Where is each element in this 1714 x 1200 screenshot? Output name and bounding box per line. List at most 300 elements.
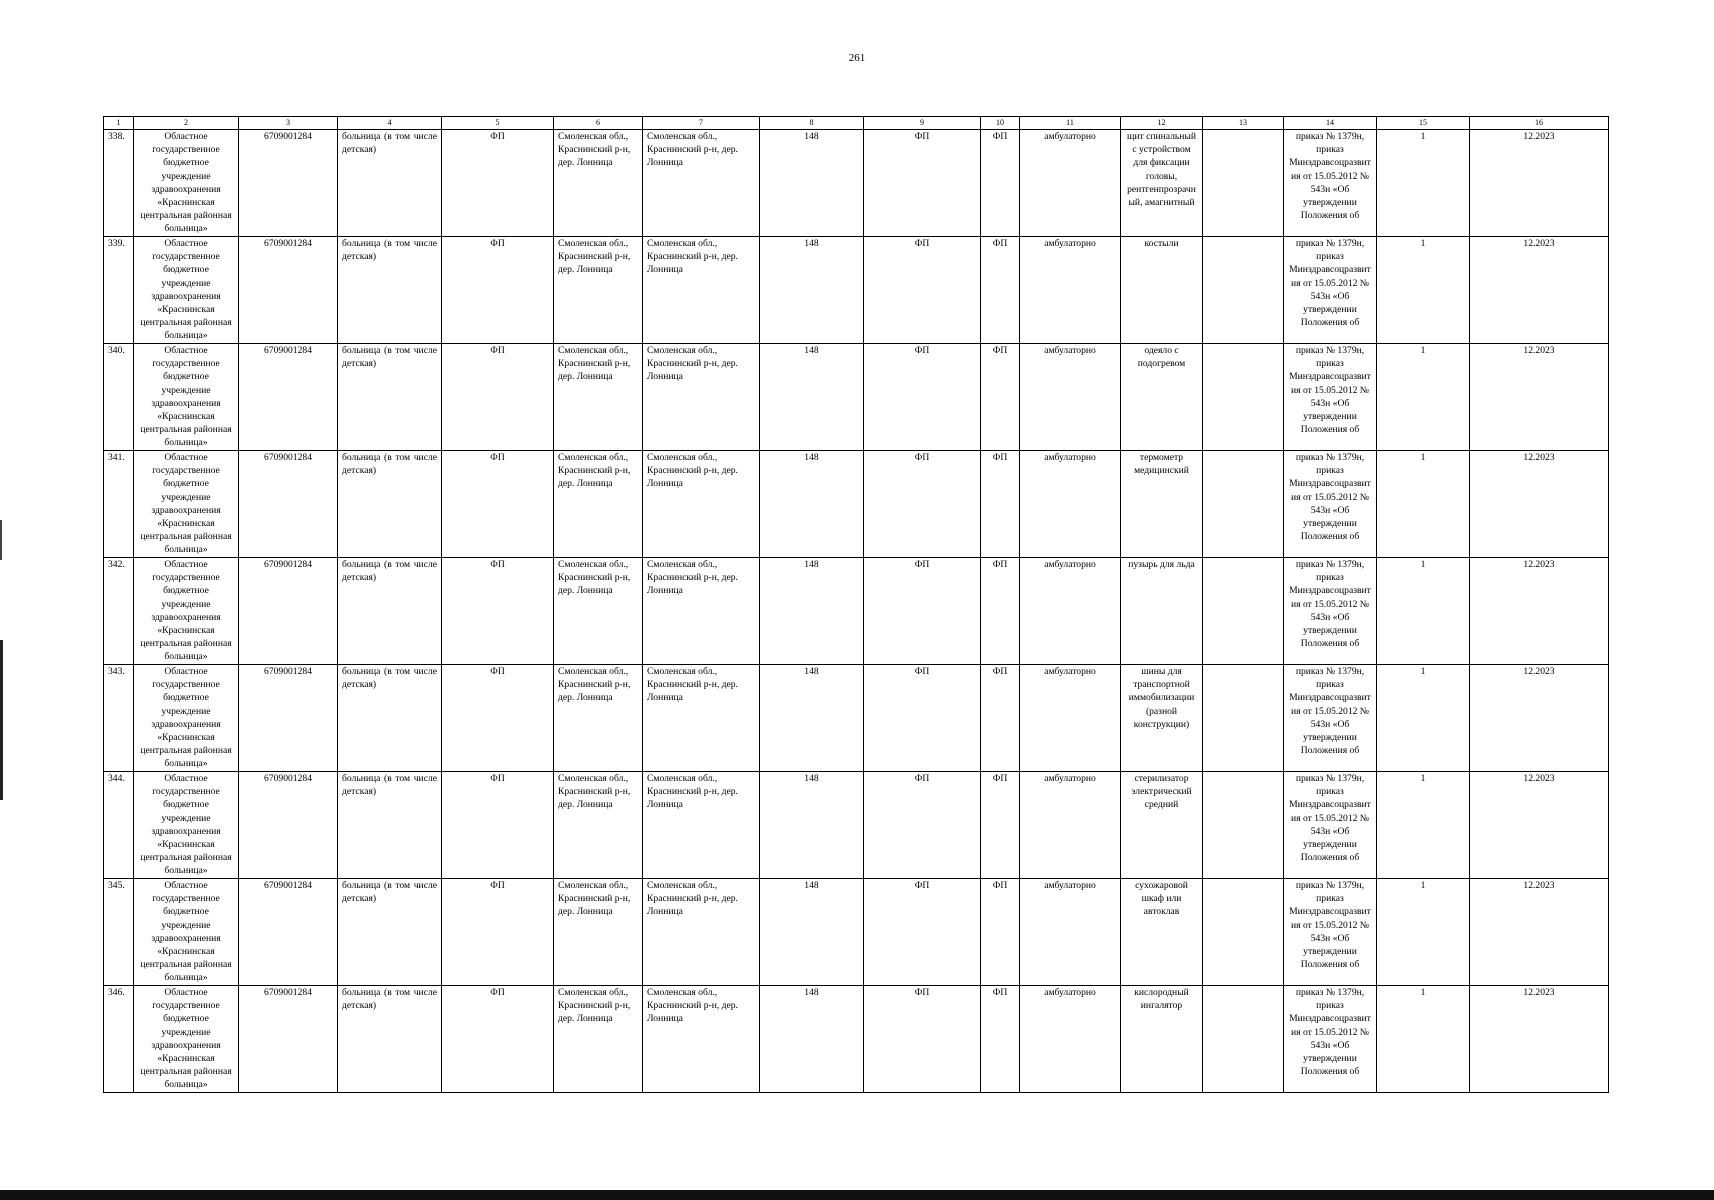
care-mode-cell — [1020, 451, 1121, 558]
equipment-name: кислородный ингалятор — [1134, 987, 1189, 1012]
column-number-row — [104, 117, 1609, 130]
unit-type-cell — [442, 451, 554, 558]
inn-code: 6709001284 — [264, 666, 312, 677]
unit-col-10: ФП — [992, 987, 1008, 998]
empty-col-13 — [1205, 451, 1281, 557]
equipment-name-cell — [1121, 772, 1203, 879]
settlement-code: 148 — [804, 880, 819, 891]
page-number: 261 — [848, 52, 866, 64]
facility-type-cell — [338, 986, 442, 1093]
quantity-cell — [1377, 665, 1470, 772]
settlement-code: 148 — [804, 773, 819, 784]
empty-col-13 — [1205, 237, 1281, 343]
legal-address-cell — [554, 879, 643, 986]
facility-type-cell — [338, 772, 442, 879]
actual-address-cell — [643, 344, 760, 451]
deadline-date-cell — [1470, 237, 1609, 344]
regulation-reference: приказ № 1379н, приказ Минздравсоцразвития от 15.05.2012 № 543н «Об утверждении Положения об — [1289, 880, 1371, 971]
row-number-cell — [104, 665, 134, 772]
equipment-name-cell — [1121, 986, 1203, 1093]
regulation-reference: приказ № 1379н, приказ Минздравсоцразвития от 15.05.2012 № 543н «Об утверждении Положения об — [1289, 238, 1371, 329]
regulation-reference-cell — [1284, 558, 1377, 665]
equipment-name-cell — [1121, 665, 1203, 772]
actual-address-cell — [643, 237, 760, 344]
table-row — [104, 772, 1609, 879]
regulation-reference-cell — [1284, 130, 1377, 237]
care-mode: амбулаторно — [1044, 666, 1096, 677]
actual-address: Смоленская обл., Краснинский р-н, дер. Лонница — [647, 880, 738, 918]
care-mode: амбулаторно — [1044, 345, 1096, 356]
legal-address-cell — [554, 558, 643, 665]
organization-name-cell — [134, 451, 239, 558]
unit-col-9-cell — [864, 130, 981, 237]
legal-address-cell — [554, 986, 643, 1093]
row-number-cell — [104, 451, 134, 558]
deadline-date-cell — [1470, 344, 1609, 451]
unit-type: ФП — [490, 987, 505, 998]
organization-name-cell — [134, 130, 239, 237]
inn-code-cell — [239, 986, 338, 1093]
equipment-name: шины для транспортной иммобилизации (разной конструкции) — [1128, 666, 1195, 730]
facility-type: больница (в том числе детская) — [342, 238, 437, 263]
column-number: 13 — [1203, 117, 1284, 130]
regulation-reference-cell — [1284, 665, 1377, 772]
table-row — [104, 237, 1609, 344]
table-header — [104, 117, 1609, 130]
scan-bottom-edge — [0, 1190, 1714, 1200]
organization-name-cell — [134, 986, 239, 1093]
settlement-code: 148 — [804, 987, 819, 998]
facility-type: больница (в том числе детская) — [342, 987, 437, 1012]
column-number: 6 — [554, 117, 643, 130]
unit-col-10-cell — [981, 237, 1020, 344]
row-number: 338. — [108, 131, 125, 142]
actual-address-cell — [643, 772, 760, 879]
regulation-reference-cell — [1284, 344, 1377, 451]
regulation-reference: приказ № 1379н, приказ Минздравсоцразвития от 15.05.2012 № 543н «Об утверждении Положения об — [1289, 773, 1371, 864]
empty-col-13 — [1205, 344, 1281, 450]
row-number-cell — [104, 130, 134, 237]
regulation-reference-cell — [1284, 237, 1377, 344]
facility-type: больница (в том числе детская) — [342, 773, 437, 798]
deadline-date-cell — [1470, 451, 1609, 558]
deadline-date: 12.2023 — [1523, 238, 1555, 249]
unit-col-10: ФП — [992, 666, 1008, 677]
column-number: 5 — [442, 117, 554, 130]
inn-code-cell — [239, 879, 338, 986]
column-number: 7 — [643, 117, 760, 130]
care-mode-cell — [1020, 237, 1121, 344]
quantity-cell — [1377, 986, 1470, 1093]
care-mode-cell — [1020, 879, 1121, 986]
column-number: 3 — [239, 117, 338, 130]
facility-type-cell — [338, 558, 442, 665]
inn-code: 6709001284 — [264, 345, 312, 356]
unit-col-10-cell — [981, 772, 1020, 879]
unit-type-cell — [442, 558, 554, 665]
unit-type-cell — [442, 879, 554, 986]
empty-col-13-cell — [1203, 986, 1284, 1093]
inn-code-cell — [239, 344, 338, 451]
settlement-code-cell — [760, 130, 864, 237]
care-mode-cell — [1020, 665, 1121, 772]
unit-type-cell — [442, 986, 554, 1093]
unit-col-10-cell — [981, 986, 1020, 1093]
deadline-date-cell — [1470, 130, 1609, 237]
quantity-cell — [1377, 130, 1470, 237]
organization-name-cell — [134, 879, 239, 986]
regulation-reference-cell — [1284, 879, 1377, 986]
actual-address: Смоленская обл., Краснинский р-н, дер. Лонница — [647, 238, 738, 276]
empty-col-13-cell — [1203, 772, 1284, 879]
inn-code-cell — [239, 558, 338, 665]
settlement-code-cell — [760, 772, 864, 879]
empty-col-13-cell — [1203, 879, 1284, 986]
legal-address-cell — [554, 665, 643, 772]
facility-type-cell — [338, 665, 442, 772]
care-mode-cell — [1020, 772, 1121, 879]
quantity-cell — [1377, 558, 1470, 665]
empty-col-13-cell — [1203, 344, 1284, 451]
deadline-date-cell — [1470, 772, 1609, 879]
row-number-cell — [104, 237, 134, 344]
organization-name: Областное государственное бюджетное учреждение здравоохранения «Краснинская центральная районная больница» — [140, 345, 232, 449]
organization-name: Областное государственное бюджетное учреждение здравоохранения «Краснинская центральная районная больница» — [140, 131, 232, 235]
legal-address-cell — [554, 451, 643, 558]
unit-col-10: ФП — [992, 345, 1008, 356]
unit-col-10: ФП — [992, 773, 1008, 784]
unit-type: ФП — [490, 666, 505, 677]
quantity-cell — [1377, 772, 1470, 879]
column-number: 9 — [864, 117, 981, 130]
quantity-cell — [1377, 344, 1470, 451]
column-number: 11 — [1020, 117, 1121, 130]
unit-type-cell — [442, 344, 554, 451]
regulation-reference: приказ № 1379н, приказ Минздравсоцразвития от 15.05.2012 № 543н «Об утверждении Положения об — [1289, 452, 1371, 543]
legal-address: Смоленская обл., Краснинский р-н, дер. Лонница — [558, 345, 631, 383]
row-number: 342. — [108, 559, 125, 570]
row-number: 345. — [108, 880, 125, 891]
actual-address-cell — [643, 130, 760, 237]
legal-address-cell — [554, 772, 643, 879]
organization-name-cell — [134, 772, 239, 879]
regulation-reference: приказ № 1379н, приказ Минздравсоцразвития от 15.05.2012 № 543н «Об утверждении Положения об — [1289, 345, 1371, 436]
regulation-reference: приказ № 1379н, приказ Минздравсоцразвития от 15.05.2012 № 543н «Об утверждении Положения об — [1289, 666, 1371, 757]
settlement-code-cell — [760, 344, 864, 451]
empty-col-13 — [1205, 772, 1281, 878]
facility-type-cell — [338, 879, 442, 986]
organization-name: Областное государственное бюджетное учреждение здравоохранения «Краснинская центральная районная больница» — [140, 773, 232, 877]
unit-col-9-cell — [864, 986, 981, 1093]
column-number: 16 — [1470, 117, 1609, 130]
unit-type: ФП — [490, 559, 505, 570]
deadline-date: 12.2023 — [1523, 131, 1555, 142]
unit-col-9: ФП — [914, 880, 930, 891]
quantity: 1 — [1420, 452, 1426, 463]
column-number: 12 — [1121, 117, 1203, 130]
facility-type: больница (в том числе детская) — [342, 131, 437, 156]
legal-address-cell — [554, 237, 643, 344]
register-table — [103, 116, 1609, 1093]
unit-col-9-cell — [864, 772, 981, 879]
regulation-reference-cell — [1284, 986, 1377, 1093]
care-mode-cell — [1020, 558, 1121, 665]
quantity: 1 — [1420, 987, 1426, 998]
column-number: 1 — [104, 117, 134, 130]
organization-name: Областное государственное бюджетное учреждение здравоохранения «Краснинская центральная районная больница» — [140, 452, 232, 556]
row-number-cell — [104, 879, 134, 986]
actual-address-cell — [643, 879, 760, 986]
unit-col-9-cell — [864, 344, 981, 451]
deadline-date: 12.2023 — [1523, 880, 1555, 891]
settlement-code: 148 — [804, 666, 819, 677]
care-mode: амбулаторно — [1044, 559, 1096, 570]
row-number-cell — [104, 558, 134, 665]
row-number: 344. — [108, 773, 125, 784]
quantity: 1 — [1420, 773, 1426, 784]
organization-name: Областное государственное бюджетное учреждение здравоохранения «Краснинская центральная районная больница» — [140, 666, 232, 770]
legal-address: Смоленская обл., Краснинский р-н, дер. Лонница — [558, 452, 631, 490]
unit-col-9-cell — [864, 237, 981, 344]
inn-code-cell — [239, 130, 338, 237]
unit-col-9: ФП — [914, 238, 930, 249]
regulation-reference: приказ № 1379н, приказ Минздравсоцразвития от 15.05.2012 № 543н «Об утверждении Положения об — [1289, 131, 1371, 222]
equipment-name: пузырь для льда — [1128, 559, 1195, 570]
legal-address: Смоленская обл., Краснинский р-н, дер. Лонница — [558, 238, 631, 276]
settlement-code-cell — [760, 451, 864, 558]
legal-address: Смоленская обл., Краснинский р-н, дер. Лонница — [558, 559, 631, 597]
table-row — [104, 879, 1609, 986]
equipment-name-cell — [1121, 879, 1203, 986]
scan-edge-mark-small — [0, 520, 2, 560]
deadline-date: 12.2023 — [1523, 666, 1555, 677]
equipment-name: сухожаровой шкаф или автоклав — [1135, 880, 1188, 918]
care-mode: амбулаторно — [1044, 880, 1096, 891]
inn-code: 6709001284 — [264, 880, 312, 891]
deadline-date: 12.2023 — [1523, 987, 1555, 998]
actual-address: Смоленская обл., Краснинский р-н, дер. Лонница — [647, 345, 738, 383]
row-number: 343. — [108, 666, 125, 677]
care-mode-cell — [1020, 130, 1121, 237]
unit-type-cell — [442, 665, 554, 772]
unit-col-10-cell — [981, 451, 1020, 558]
unit-col-10-cell — [981, 344, 1020, 451]
empty-col-13-cell — [1203, 451, 1284, 558]
organization-name: Областное государственное бюджетное учреждение здравоохранения «Краснинская центральная районная больница» — [140, 987, 232, 1091]
unit-type-cell — [442, 237, 554, 344]
legal-address: Смоленская обл., Краснинский р-н, дер. Лонница — [558, 880, 631, 918]
inn-code-cell — [239, 665, 338, 772]
table-row — [104, 344, 1609, 451]
actual-address-cell — [643, 451, 760, 558]
unit-type: ФП — [490, 880, 505, 891]
unit-type: ФП — [490, 773, 505, 784]
unit-col-10-cell — [981, 558, 1020, 665]
actual-address: Смоленская обл., Краснинский р-н, дер. Лонница — [647, 987, 738, 1025]
equipment-name: костыли — [1144, 238, 1179, 249]
unit-col-9: ФП — [914, 773, 930, 784]
deadline-date: 12.2023 — [1523, 773, 1555, 784]
quantity-cell — [1377, 237, 1470, 344]
table-body — [104, 130, 1609, 1093]
organization-name-cell — [134, 665, 239, 772]
care-mode: амбулаторно — [1044, 987, 1096, 998]
care-mode: амбулаторно — [1044, 131, 1096, 142]
care-mode: амбулаторно — [1044, 238, 1096, 249]
facility-type-cell — [338, 237, 442, 344]
organization-name-cell — [134, 237, 239, 344]
settlement-code-cell — [760, 665, 864, 772]
unit-col-9: ФП — [914, 666, 930, 677]
unit-col-10: ФП — [992, 452, 1008, 463]
equipment-name-cell — [1121, 558, 1203, 665]
deadline-date-cell — [1470, 879, 1609, 986]
unit-col-9-cell — [864, 879, 981, 986]
row-number: 340. — [108, 345, 125, 356]
inn-code: 6709001284 — [264, 987, 312, 998]
care-mode: амбулаторно — [1044, 452, 1096, 463]
unit-type: ФП — [490, 452, 505, 463]
unit-col-10: ФП — [992, 238, 1008, 249]
settlement-code-cell — [760, 879, 864, 986]
unit-col-9: ФП — [914, 987, 930, 998]
unit-col-10: ФП — [992, 559, 1008, 570]
actual-address-cell — [643, 558, 760, 665]
care-mode-cell — [1020, 344, 1121, 451]
inn-code: 6709001284 — [264, 559, 312, 570]
deadline-date: 12.2023 — [1523, 345, 1555, 356]
quantity: 1 — [1420, 559, 1426, 570]
unit-col-9: ФП — [914, 559, 930, 570]
inn-code: 6709001284 — [264, 131, 312, 142]
facility-type-cell — [338, 130, 442, 237]
unit-type-cell — [442, 130, 554, 237]
equipment-name-cell — [1121, 344, 1203, 451]
empty-col-13 — [1205, 665, 1281, 771]
scan-edge-mark — [0, 640, 3, 800]
settlement-code: 148 — [804, 345, 819, 356]
column-number: 14 — [1284, 117, 1377, 130]
row-number: 341. — [108, 452, 125, 463]
row-number-cell — [104, 986, 134, 1093]
regulation-reference: приказ № 1379н, приказ Минздравсоцразвития от 15.05.2012 № 543н «Об утверждении Положения об — [1289, 987, 1371, 1078]
column-number: 8 — [760, 117, 864, 130]
empty-col-13-cell — [1203, 237, 1284, 344]
unit-type: ФП — [490, 345, 505, 356]
inn-code: 6709001284 — [264, 452, 312, 463]
quantity: 1 — [1420, 131, 1426, 142]
unit-col-10-cell — [981, 130, 1020, 237]
regulation-reference: приказ № 1379н, приказ Минздравсоцразвития от 15.05.2012 № 543н «Об утверждении Положения об — [1289, 559, 1371, 650]
legal-address: Смоленская обл., Краснинский р-н, дер. Лонница — [558, 131, 631, 169]
actual-address-cell — [643, 986, 760, 1093]
legal-address: Смоленская обл., Краснинский р-н, дер. Лонница — [558, 666, 631, 704]
organization-name-cell — [134, 344, 239, 451]
inn-code-cell — [239, 237, 338, 344]
facility-type-cell — [338, 344, 442, 451]
unit-col-10: ФП — [992, 880, 1008, 891]
settlement-code: 148 — [804, 452, 819, 463]
regulation-reference-cell — [1284, 772, 1377, 879]
care-mode-cell — [1020, 986, 1121, 1093]
empty-col-13 — [1205, 986, 1281, 1092]
empty-col-13 — [1205, 879, 1281, 985]
legal-address: Смоленская обл., Краснинский р-н, дер. Лонница — [558, 773, 631, 811]
unit-col-9-cell — [864, 451, 981, 558]
unit-type: ФП — [490, 131, 505, 142]
table-row — [104, 558, 1609, 665]
actual-address-cell — [643, 665, 760, 772]
settlement-code: 148 — [804, 238, 819, 249]
quantity: 1 — [1420, 666, 1426, 677]
care-mode: амбулаторно — [1044, 773, 1096, 784]
row-number: 339. — [108, 238, 125, 249]
column-number: 4 — [338, 117, 442, 130]
equipment-name: щит спинальный с устройством для фиксации головы, рентгенпрозрачный, амагнитный — [1127, 131, 1196, 209]
equipment-name: термометр медицинский — [1134, 452, 1189, 477]
deadline-date-cell — [1470, 665, 1609, 772]
organization-name: Областное государственное бюджетное учреждение здравоохранения «Краснинская центральная районная больница» — [140, 559, 232, 663]
actual-address: Смоленская обл., Краснинский р-н, дер. Лонница — [647, 773, 738, 811]
unit-col-9: ФП — [914, 131, 930, 142]
facility-type: больница (в том числе детская) — [342, 666, 437, 691]
deadline-date-cell — [1470, 986, 1609, 1093]
table-row — [104, 665, 1609, 772]
facility-type: больница (в том числе детская) — [342, 345, 437, 370]
equipment-name-cell — [1121, 237, 1203, 344]
unit-type: ФП — [490, 238, 505, 249]
empty-col-13-cell — [1203, 558, 1284, 665]
quantity-cell — [1377, 451, 1470, 558]
column-number: 10 — [981, 117, 1020, 130]
column-number: 15 — [1377, 117, 1470, 130]
quantity-cell — [1377, 879, 1470, 986]
equipment-name-cell — [1121, 130, 1203, 237]
row-number-cell — [104, 772, 134, 879]
unit-col-10: ФП — [992, 131, 1008, 142]
actual-address: Смоленская обл., Краснинский р-н, дер. Лонница — [647, 666, 738, 704]
table-row — [104, 130, 1609, 237]
unit-col-9: ФП — [914, 452, 930, 463]
facility-type-cell — [338, 451, 442, 558]
quantity: 1 — [1420, 238, 1426, 249]
deadline-date-cell — [1470, 558, 1609, 665]
settlement-code: 148 — [804, 131, 819, 142]
deadline-date: 12.2023 — [1523, 452, 1555, 463]
actual-address: Смоленская обл., Краснинский р-н, дер. Лонница — [647, 559, 738, 597]
unit-col-9-cell — [864, 665, 981, 772]
equipment-name: одеяло с подогревом — [1137, 345, 1186, 370]
empty-col-13-cell — [1203, 130, 1284, 237]
inn-code-cell — [239, 772, 338, 879]
legal-address: Смоленская обл., Краснинский р-н, дер. Лонница — [558, 987, 631, 1025]
unit-type-cell — [442, 772, 554, 879]
inn-code: 6709001284 — [264, 238, 312, 249]
inn-code-cell — [239, 451, 338, 558]
empty-col-13 — [1205, 130, 1281, 236]
settlement-code-cell — [760, 237, 864, 344]
table-row — [104, 451, 1609, 558]
row-number: 346. — [108, 987, 125, 998]
quantity: 1 — [1420, 880, 1426, 891]
organization-name-cell — [134, 558, 239, 665]
inn-code: 6709001284 — [264, 773, 312, 784]
quantity: 1 — [1420, 345, 1426, 356]
settlement-code-cell — [760, 986, 864, 1093]
settlement-code-cell — [760, 558, 864, 665]
unit-col-10-cell — [981, 665, 1020, 772]
row-number-cell — [104, 344, 134, 451]
